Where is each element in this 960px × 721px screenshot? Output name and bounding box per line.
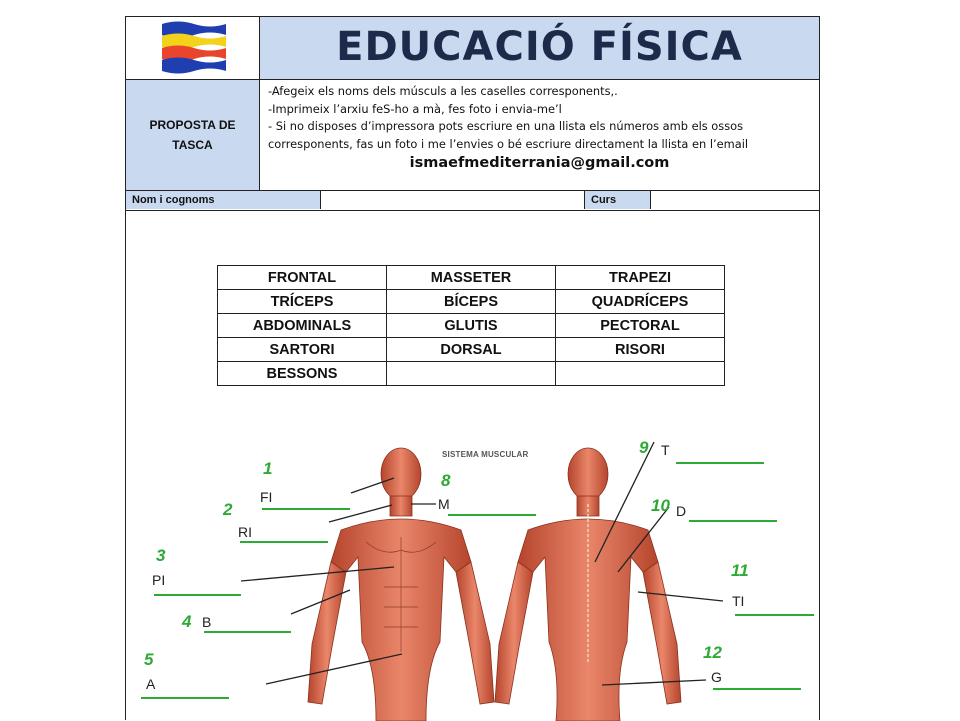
hint-letter: RI (238, 524, 252, 540)
name-field[interactable] (321, 191, 585, 209)
answer-line-1[interactable] (262, 508, 350, 510)
answer-line-5[interactable] (141, 697, 229, 699)
answer-line-4[interactable] (204, 631, 291, 633)
label-number: 10 (651, 496, 670, 515)
muscle-cell: ABDOMINALS (218, 314, 387, 338)
muscle-cell (387, 362, 556, 386)
task-instructions (260, 80, 819, 191)
muscle-cell: SARTORI (218, 338, 387, 362)
label-number: 2 (223, 500, 233, 519)
muscle-cell: FRONTAL (218, 266, 387, 290)
table-row (218, 290, 725, 314)
instruction-line: -Afegeix els noms dels músculs a les caselles corresponents,. (268, 84, 618, 98)
school-logo (126, 17, 260, 80)
muscle-cell (556, 362, 725, 386)
answer-line-11[interactable] (735, 614, 814, 616)
hint-letter: TI (732, 593, 745, 609)
muscle-cell: QUADRÍCEPS (556, 290, 725, 314)
hint-letter: B (202, 614, 212, 630)
muscle-cell: DORSAL (387, 338, 556, 362)
table-row (218, 362, 725, 386)
student-info-row (126, 191, 819, 211)
answer-line-9[interactable] (676, 462, 764, 464)
hint-letter: D (676, 503, 687, 519)
instruction-line: corresponents, fas un foto i me l’envies o bé escriure directament la llista en l’email (268, 136, 749, 151)
name-label: Nom i cognoms (126, 191, 321, 209)
course-label: Curs (585, 191, 651, 209)
answer-line-3[interactable] (154, 594, 241, 596)
label-number: 1 (263, 459, 273, 478)
instruction-line: -Imprimeix l’arxiu feS-ho a mà, fes foto i envia-me’l (268, 101, 562, 116)
label-number: 11 (731, 561, 749, 580)
muscle-word-bank (217, 265, 725, 386)
muscle-cell: PECTORAL (556, 314, 725, 338)
course-field[interactable] (651, 191, 819, 209)
hint-letter: FI (260, 489, 273, 505)
hint-letter: PI (152, 572, 166, 588)
muscle-cell: TRAPEZI (556, 266, 725, 290)
label-number: 12 (703, 643, 722, 662)
answer-line-2[interactable] (240, 541, 328, 543)
muscle-cell: BESSONS (218, 362, 387, 386)
label-number: 3 (156, 546, 166, 565)
hint-letter: T (661, 442, 670, 458)
table-row (218, 266, 725, 290)
muscle-cell: TRÍCEPS (218, 290, 387, 314)
muscle-cell: GLUTIS (387, 314, 556, 338)
teacher-email[interactable]: ismaefmediterrania@gmail.com (409, 155, 670, 171)
answer-line-8[interactable] (448, 514, 536, 516)
muscle-cell: BÍCEPS (387, 290, 556, 314)
hint-letter: M (438, 496, 450, 512)
page-title: EDUCACIÓ FÍSICA (260, 17, 819, 80)
answer-line-10[interactable] (689, 520, 777, 522)
instruction-line: - Si no disposes d’impressora pots escriure en una llista els números amb els ossos (268, 119, 744, 133)
figure-title: SISTEMA MUSCULAR (442, 450, 529, 459)
muscle-cell: MASSETER (387, 266, 556, 290)
hint-letter: G (711, 669, 722, 685)
label-number: 5 (144, 650, 154, 669)
label-number: 9 (639, 438, 649, 457)
task-label: PROPOSTA DE TASCA (126, 80, 260, 191)
table-row (218, 314, 725, 338)
answer-line-12[interactable] (713, 688, 801, 690)
worksheet (125, 16, 820, 720)
logo-cell (126, 17, 260, 80)
muscle-cell: RISORI (556, 338, 725, 362)
hint-letter: A (146, 676, 156, 692)
muscular-system-figure (126, 412, 821, 721)
label-number: 4 (182, 612, 192, 631)
label-number: 8 (441, 471, 451, 490)
table-row (218, 338, 725, 362)
